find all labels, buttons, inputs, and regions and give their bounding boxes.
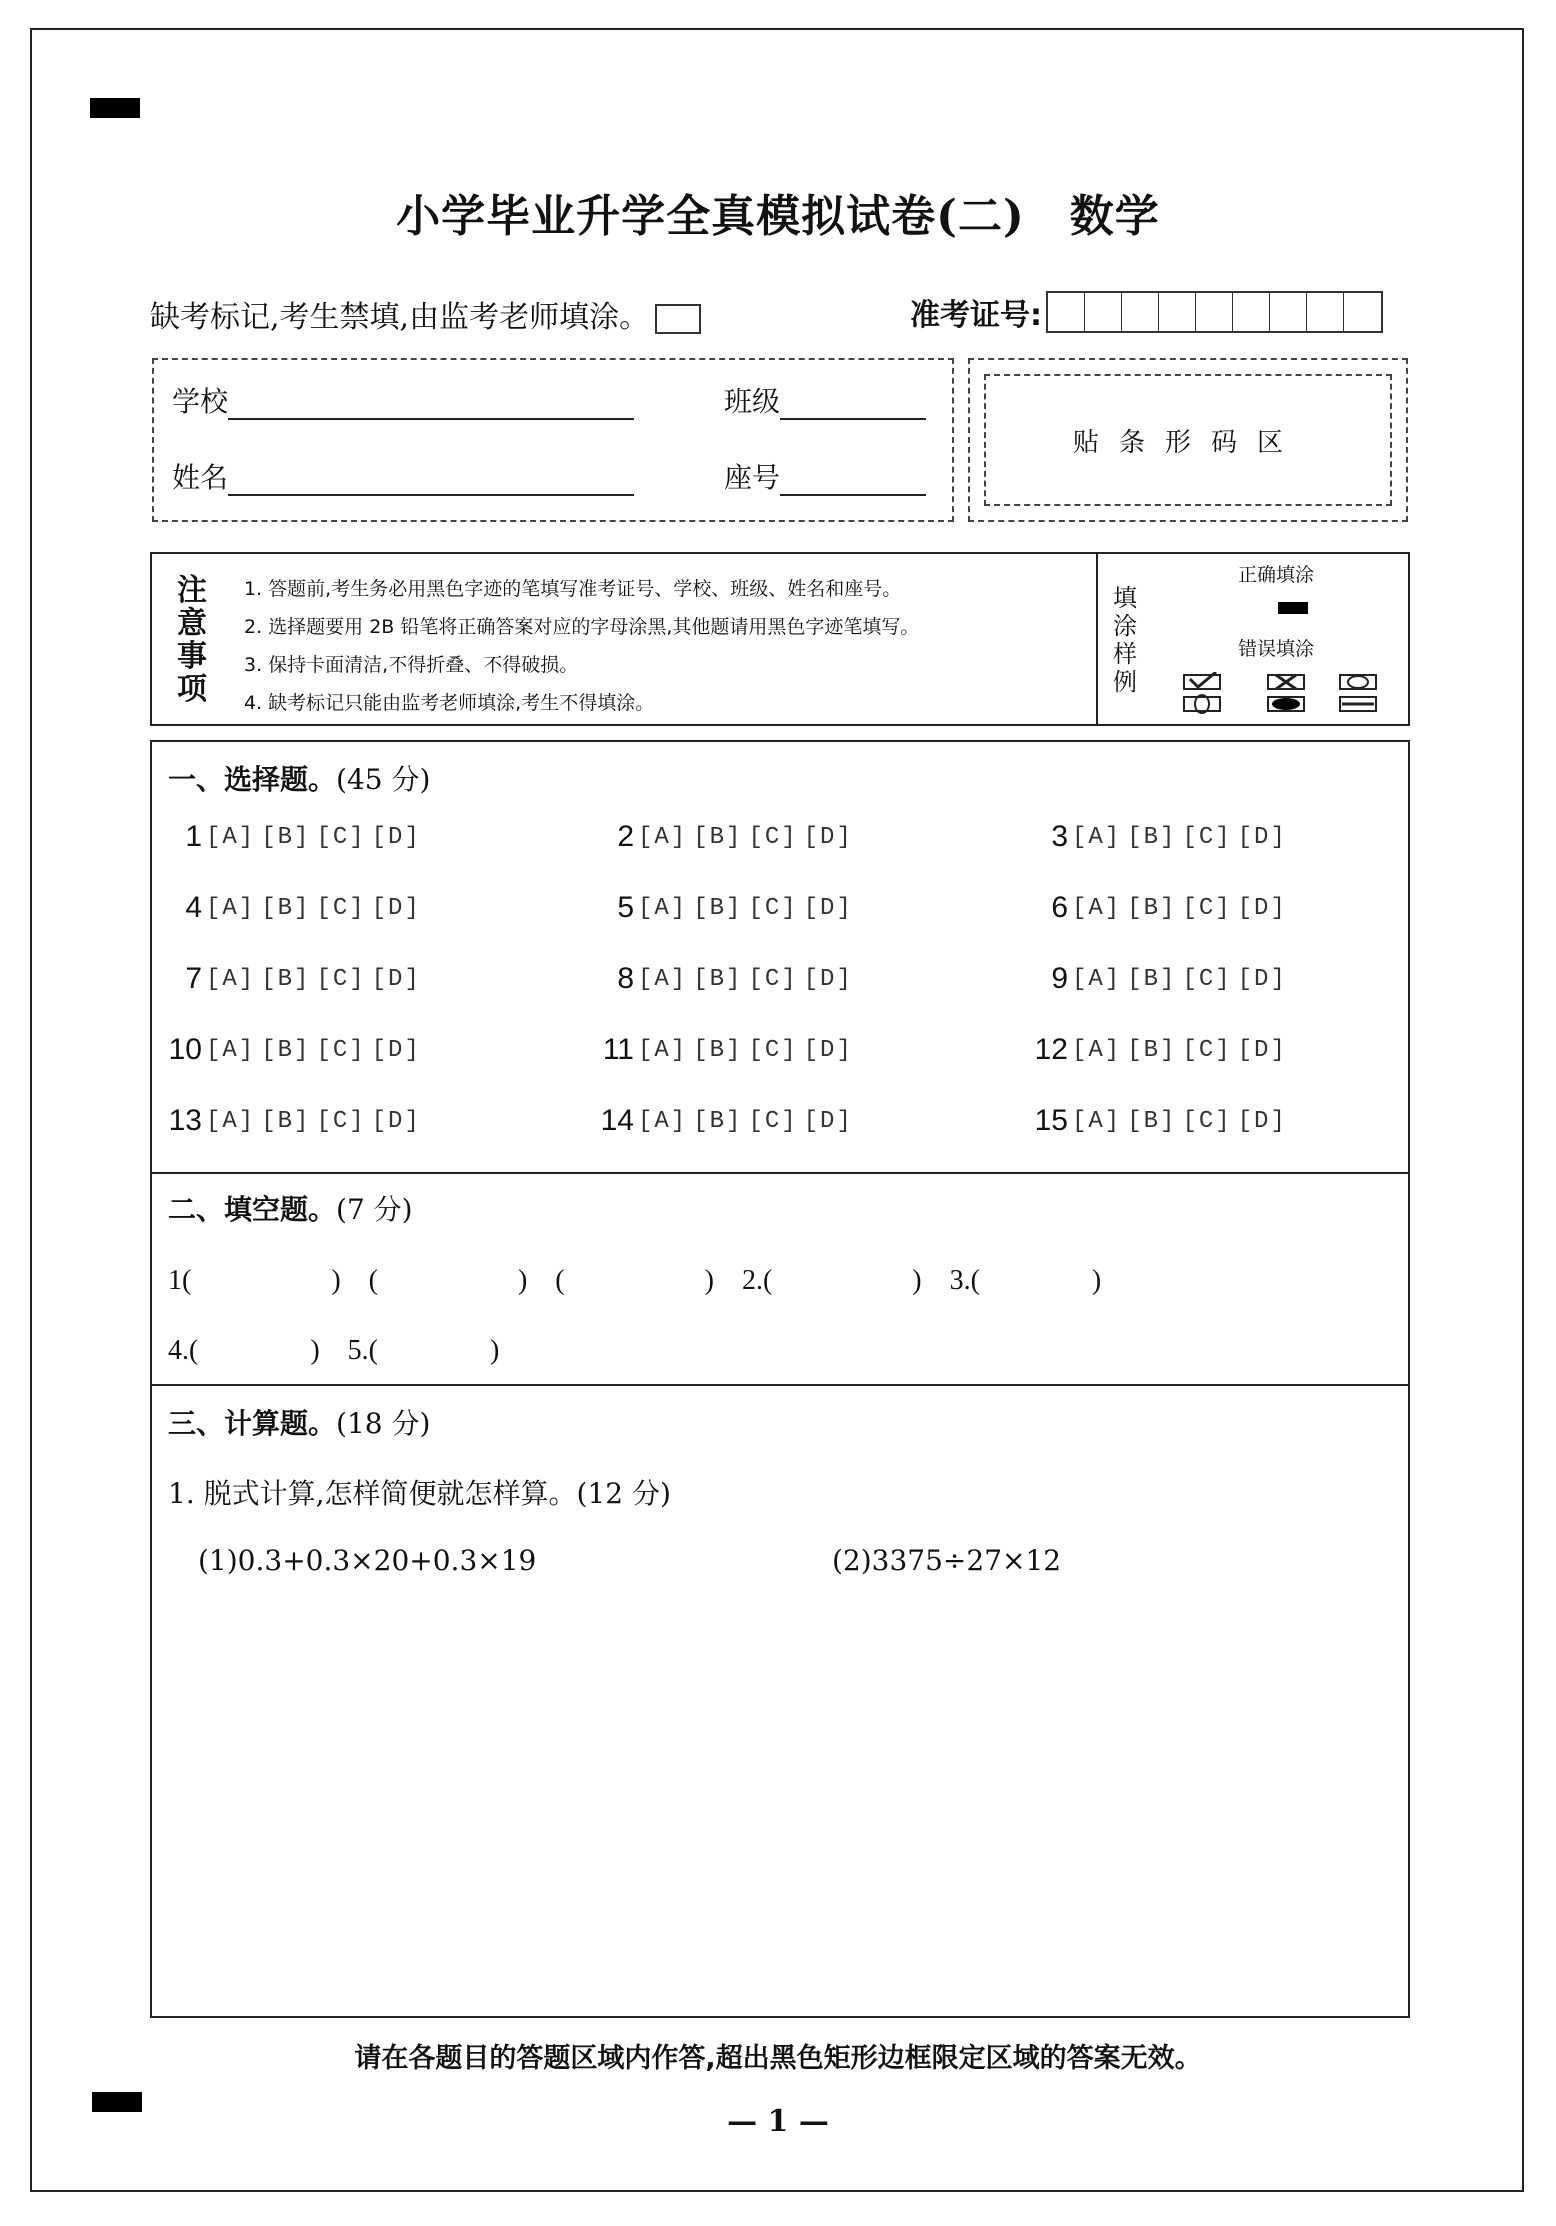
choice-option[interactable]: [C]	[1182, 965, 1232, 993]
choice-option[interactable]: [A]	[206, 894, 256, 922]
seat-field[interactable]	[780, 466, 926, 496]
class-label: 班级	[724, 385, 781, 418]
choice-option[interactable]: [B]	[693, 1107, 743, 1135]
notice-item: 1. 答题前,考生务必用黑色字迹的笔填写准考证号、学校、班级、姓名和座号。	[244, 578, 902, 600]
choice-option[interactable]: [C]	[748, 965, 798, 993]
choice-option[interactable]: [D]	[1237, 965, 1287, 993]
choice-option[interactable]: [D]	[1237, 1107, 1287, 1135]
blank-line-1[interactable]: 1( ) ( ) ( ) 2.( ) 3.( )	[168, 1265, 1102, 1296]
choice-option[interactable]: [B]	[1127, 823, 1177, 851]
choice-question	[1034, 1104, 1293, 1138]
registration-mark-top	[90, 98, 140, 118]
choice-option[interactable]: [B]	[693, 965, 743, 993]
choice-option[interactable]: [C]	[1182, 1036, 1232, 1064]
ticket-number-cells[interactable]	[1046, 291, 1383, 333]
choice-option[interactable]: [D]	[1237, 1036, 1287, 1064]
school-field[interactable]	[228, 390, 634, 420]
question-number: 10	[168, 1033, 202, 1066]
choice-question	[600, 962, 859, 996]
choice-option[interactable]: [B]	[1127, 965, 1177, 993]
section-choice	[150, 740, 1410, 1174]
choice-option[interactable]: [C]	[1182, 1107, 1232, 1135]
choice-option[interactable]: [D]	[371, 823, 421, 851]
choice-question	[1034, 962, 1293, 996]
choice-question	[600, 891, 859, 925]
choice-option[interactable]: [B]	[261, 965, 311, 993]
choice-option[interactable]: [C]	[748, 823, 798, 851]
choice-question	[600, 820, 859, 854]
blank-line-2[interactable]: 4.( ) 5.( )	[168, 1335, 500, 1366]
choice-option[interactable]: [D]	[803, 965, 853, 993]
choice-option[interactable]: [B]	[261, 823, 311, 851]
question-number: 12	[1034, 1033, 1068, 1066]
choice-option[interactable]: [B]	[693, 1036, 743, 1064]
choice-option[interactable]: [C]	[1182, 823, 1232, 851]
notice-list	[244, 570, 919, 722]
choice-option[interactable]: [C]	[316, 965, 366, 993]
question-number: 8	[617, 962, 634, 995]
choice-option[interactable]: [B]	[1127, 1107, 1177, 1135]
choice-question	[168, 962, 427, 996]
choice-option[interactable]: [A]	[638, 1036, 688, 1064]
choice-option[interactable]: [A]	[1072, 823, 1122, 851]
question-number: 6	[1051, 891, 1068, 924]
choice-option[interactable]: [D]	[371, 894, 421, 922]
answer-area[interactable]	[168, 1596, 1392, 2000]
choice-option[interactable]: [B]	[693, 823, 743, 851]
choice-option[interactable]: [C]	[748, 894, 798, 922]
wrong-fill-icons	[1182, 672, 1402, 716]
notice-label: 注意事项	[177, 573, 207, 707]
choice-option[interactable]: [B]	[693, 894, 743, 922]
choice-question	[168, 1033, 427, 1067]
barcode-label: 贴条形码区	[984, 374, 1392, 506]
choice-option[interactable]: [A]	[638, 823, 688, 851]
ticket-number-row	[910, 290, 1383, 334]
name-label: 姓名	[172, 461, 229, 494]
section-title: 三、计算题。(18 分)	[168, 1407, 431, 1440]
calc-expression-1: (1)0.3+0.3×20+0.3×19	[198, 1544, 537, 1577]
question-number: 1	[185, 820, 202, 853]
choice-question	[168, 891, 427, 925]
choice-option[interactable]: [A]	[1072, 1107, 1122, 1135]
question-number: 15	[1034, 1104, 1068, 1137]
choice-option[interactable]: [B]	[261, 894, 311, 922]
page-title: 小学毕业升学全真模拟试卷(二) 数学	[396, 191, 1160, 242]
choice-question	[168, 820, 427, 854]
question-number: 9	[1051, 962, 1068, 995]
choice-question	[600, 1104, 859, 1138]
section-title: 一、选择题。(45 分)	[168, 763, 431, 796]
absent-checkbox[interactable]	[655, 304, 701, 334]
wrong-fill-label: 错误填涂	[1238, 638, 1315, 660]
choice-option[interactable]: [D]	[371, 1107, 421, 1135]
choice-option[interactable]: [A]	[206, 1036, 256, 1064]
choice-option[interactable]: [C]	[316, 1036, 366, 1064]
choice-option[interactable]: [D]	[803, 894, 853, 922]
choice-option[interactable]: [C]	[316, 1107, 366, 1135]
choice-option[interactable]: [A]	[206, 965, 256, 993]
student-info-box	[152, 358, 954, 522]
choice-option[interactable]: [B]	[261, 1107, 311, 1135]
barcode-area	[968, 358, 1408, 522]
choice-option[interactable]: [D]	[1237, 823, 1287, 851]
class-field[interactable]	[780, 390, 926, 420]
choice-option[interactable]: [C]	[748, 1036, 798, 1064]
choice-option[interactable]: [D]	[803, 1107, 853, 1135]
section-calculation	[150, 1384, 1410, 2018]
choice-option[interactable]: [B]	[1127, 1036, 1177, 1064]
absent-note: 缺考标记,考生禁填,由监考老师填涂。	[150, 300, 650, 335]
choice-question	[1034, 891, 1293, 925]
choice-option[interactable]: [D]	[803, 1036, 853, 1064]
choice-option[interactable]: [C]	[1182, 894, 1232, 922]
choice-option[interactable]: [A]	[1072, 965, 1122, 993]
question-number: 13	[168, 1104, 202, 1137]
question-number: 3	[1051, 820, 1068, 853]
choice-option[interactable]: [A]	[638, 965, 688, 993]
choice-option[interactable]: [B]	[1127, 894, 1177, 922]
page-number: — 1 —	[727, 2104, 829, 2139]
choice-option[interactable]: [D]	[371, 965, 421, 993]
fill-sample-box	[1096, 554, 1412, 724]
question-number: 11	[602, 1033, 634, 1066]
choice-question	[168, 1104, 427, 1138]
choice-option[interactable]: [A]	[1072, 1036, 1122, 1064]
ticket-label: 准考证号:	[910, 298, 1042, 333]
choice-question	[1034, 820, 1293, 854]
seat-label: 座号	[724, 461, 781, 494]
choice-option[interactable]: [B]	[261, 1036, 311, 1064]
footer-note: 请在各题目的答题区域内作答,超出黑色矩形边框限定区域的答案无效。	[354, 2043, 1202, 2074]
correct-fill-icon	[1278, 602, 1308, 614]
choice-option[interactable]: [C]	[316, 894, 366, 922]
notice-box	[150, 552, 1410, 726]
section-title: 二、填空题。(7 分)	[168, 1193, 413, 1226]
name-field[interactable]	[228, 466, 634, 496]
notice-item: 2. 选择题要用 2B 铅笔将正确答案对应的字母涂黑,其他题请用黑色字迹笔填写。	[244, 616, 920, 638]
sample-label: 填涂样例	[1113, 584, 1137, 696]
choice-option[interactable]: [D]	[371, 1036, 421, 1064]
calc-expression-2: (2)3375÷27×12	[832, 1544, 1062, 1577]
choice-option[interactable]: [C]	[748, 1107, 798, 1135]
notice-item: 3. 保持卡面清洁,不得折叠、不得破损。	[244, 654, 579, 676]
choice-option[interactable]: [A]	[206, 823, 256, 851]
question-number: 4	[185, 891, 202, 924]
question-number: 5	[617, 891, 634, 924]
question-number: 7	[185, 962, 202, 995]
notice-item: 4. 缺考标记只能由监考老师填涂,考生不得填涂。	[244, 692, 655, 714]
question-number: 14	[600, 1104, 634, 1137]
choice-option[interactable]: [D]	[803, 823, 853, 851]
choice-question	[600, 1033, 859, 1067]
school-label: 学校	[172, 385, 229, 418]
choice-option[interactable]: [A]	[1072, 894, 1122, 922]
choice-option[interactable]: [A]	[206, 1107, 256, 1135]
section-fill-blank	[150, 1172, 1410, 1386]
correct-fill-label: 正确填涂	[1238, 564, 1315, 586]
calc-instruction: 1. 脱式计算,怎样简便就怎样算。(12 分)	[168, 1477, 671, 1510]
choice-option[interactable]: [A]	[638, 1107, 688, 1135]
choice-option[interactable]: [C]	[316, 823, 366, 851]
choice-option[interactable]: [A]	[638, 894, 688, 922]
choice-option[interactable]: [D]	[1237, 894, 1287, 922]
question-number: 2	[617, 820, 634, 853]
absent-mark-row	[150, 292, 701, 336]
choice-question	[1034, 1033, 1293, 1067]
